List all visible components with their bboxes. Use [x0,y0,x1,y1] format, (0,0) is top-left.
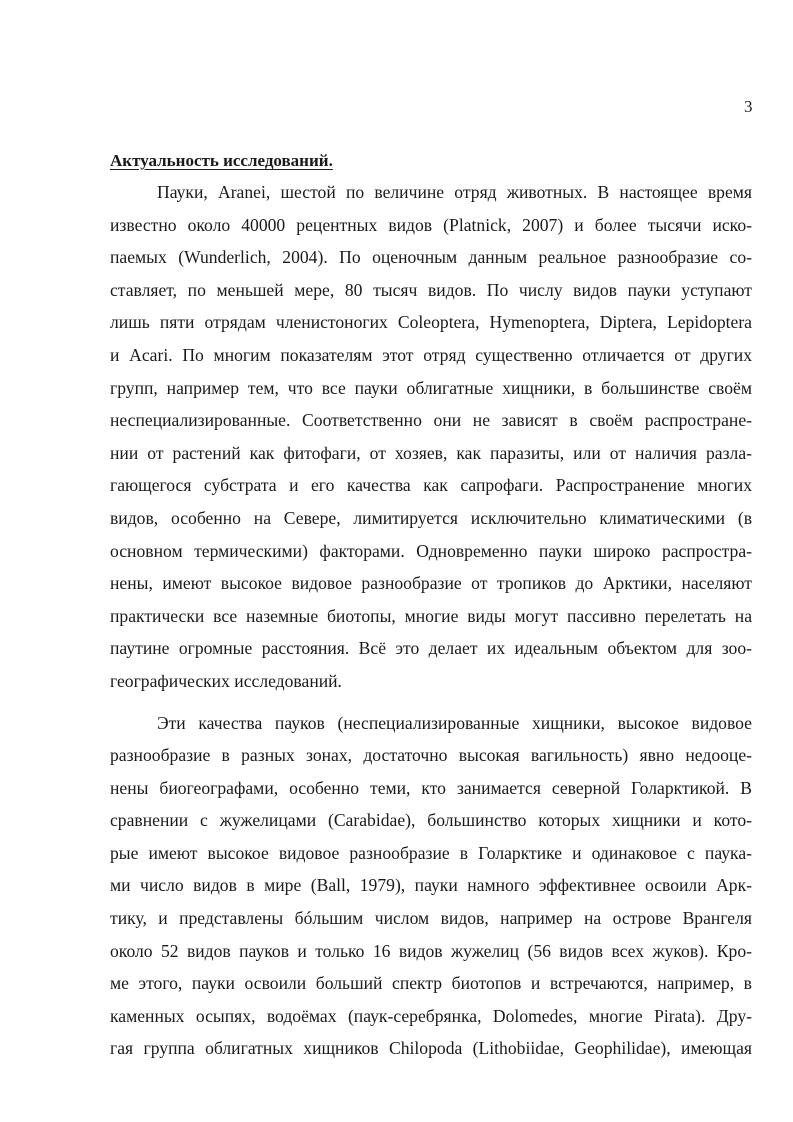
text-line: нены биогеографами, особенно теми, кто занимается северной Голарктикой. В [110,777,752,798]
text-line: видов, особенно на Севере, лимитируется исключительно климатическими (в [110,507,752,528]
text-line: гая группа облигатных хищников Chilopoda (Lithobiidae, Geophilidae), имеющая [110,1038,752,1059]
page-number: 3 [744,97,753,116]
paragraph-gap [110,698,752,707]
text-line: паемых (Wunderlich, 2004). По оценочным данным реальное разнообразие со- [110,247,752,268]
text-line: паутине огромные расстояния. Всё это делает их идеальным объектом для зоо- [110,638,752,659]
text-line: нии от растений как фитофаги, от хозяев, как паразиты, или от наличия разла- [110,442,752,463]
text-line: каменных осыпях, водоёмах (паук-серебрянка, Dolomedes, многие Pirata). Дру- [110,1005,752,1026]
text-line: практически все наземные биотопы, многие виды могут пассивно перелетать на [110,605,752,626]
text-line: неспециализированные. Соответственно они не зависят в своём распростране- [110,410,752,431]
text-line: сравнении с жужелицами (Carabidae), большинство которых хищники и кото- [110,810,752,831]
text-line: известно около 40000 рецентных видов (Platnick, 2007) и более тысячи иско- [110,214,752,235]
text-line: нены, имеют высокое видовое разнообразие от тропиков до Арктики, населяют [110,573,752,594]
text-line: лишь пяти отрядам членистоногих Coleoptera, Hymenoptera, Diptera, Lepidoptera [110,312,752,333]
text-line: около 52 видов пауков и только 16 видов жужелиц (56 видов всех жуков). Кро- [110,940,752,961]
text-line: географических исследований. [110,670,342,691]
text-line: ми число видов в мире (Ball, 1979), пауки намного эффективнее освоили Арк- [110,875,752,896]
text-line: ставляет, по меньшей мере, 80 тысяч видов. По числу видов пауки уступают [110,279,752,300]
text-line: гающегося субстрата и его качества как сапрофаги. Распространение многих [110,475,752,496]
text-line: групп, например тем, что все пауки облигатные хищники, в большинстве своём [110,377,752,398]
text-line: основном термическими) факторами. Одновременно пауки широко распростра- [110,540,752,561]
text-line: и Acari. По многим показателям этот отряд существенно отличается от других [110,344,752,365]
body-text [110,176,752,1065]
paragraph-2 [110,707,752,1066]
section-heading: Актуальность исследований. [110,151,333,170]
text-line: рые имеют высокое видовое разнообразие в Голарктике и одинаковое с паука- [110,842,752,863]
text-line: ме этого, пауки освоили больший спектр биотопов и встречаются, например, в [110,973,752,994]
text-line: Эти качества пауков (неспециализированные хищники, высокое видовое [157,712,752,733]
paragraph-1 [110,176,752,698]
text-line: разнообразие в разных зонах, достаточно высокая вагильность) явно недооце- [110,745,752,766]
text-line: Пауки, Aranei, шестой по величине отряд животных. В настоящее время [157,182,752,202]
text-line: тику, и представлены бóльшим числом видов, например на острове Врангеля [110,908,752,929]
